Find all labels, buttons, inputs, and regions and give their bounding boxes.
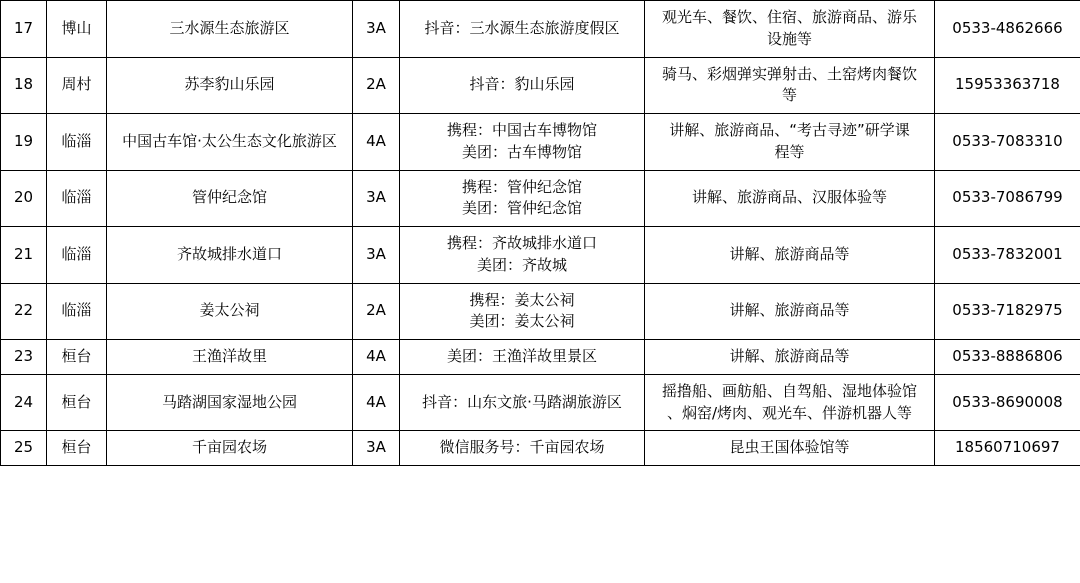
row-services: [645, 114, 935, 171]
table-row: [1, 57, 1080, 114]
row-services-line: 昆虫王国体验馆等: [729, 438, 850, 457]
row-district: 临淄: [47, 170, 107, 227]
row-district: 桓台: [47, 340, 107, 375]
row-online-channels: [400, 114, 645, 171]
row-online-channels: [400, 170, 645, 227]
row-services-line: 、焖窑/烤肉、观光车、伴游机器人等: [666, 403, 913, 422]
row-level: 4A: [353, 340, 400, 375]
table-row: [1, 283, 1080, 340]
row-online-channels-line: 抖音：三水源生态旅游度假区: [424, 18, 620, 37]
row-online-channels-line: 携程：姜太公祠: [469, 290, 575, 309]
row-phone: 18560710697: [935, 431, 1080, 466]
row-index: 17: [1, 1, 47, 58]
row-level: 4A: [353, 374, 400, 431]
row-services: [645, 57, 935, 114]
row-district: 博山: [47, 1, 107, 58]
row-level: 3A: [353, 1, 400, 58]
row-index: 18: [1, 57, 47, 114]
row-online-channels: [400, 227, 645, 284]
row-online-channels-line: 微信服务号：千亩园农场: [439, 438, 605, 457]
row-phone: 0533-4862666: [935, 1, 1080, 58]
row-services-line: 程等: [774, 142, 805, 161]
table-row: [1, 340, 1080, 375]
row-index: 24: [1, 374, 47, 431]
row-online-channels-line: 美团：齐故城: [476, 255, 567, 274]
row-scenic-name: 苏李豹山乐园: [107, 57, 353, 114]
row-services-line: 讲解、旅游商品等: [729, 244, 850, 263]
row-index: 21: [1, 227, 47, 284]
row-district: 桓台: [47, 374, 107, 431]
row-phone: 0533-7182975: [935, 283, 1080, 340]
row-services: [645, 340, 935, 375]
row-level: 2A: [353, 283, 400, 340]
row-scenic-name: 管仲纪念馆: [107, 170, 353, 227]
row-online-channels: [400, 1, 645, 58]
row-scenic-name: 千亩园农场: [107, 431, 353, 466]
row-services-line: 讲解、旅游商品、“考古寻迹”研学课: [669, 121, 910, 139]
row-district: 临淄: [47, 114, 107, 171]
row-services: [645, 170, 935, 227]
row-phone: 0533-7083310: [935, 114, 1080, 171]
row-services: [645, 431, 935, 466]
row-scenic-name: 姜太公祠: [107, 283, 353, 340]
row-index: 19: [1, 114, 47, 171]
row-online-channels-line: 携程：齐故城排水道口: [446, 234, 597, 252]
row-online-channels: [400, 340, 645, 375]
row-phone: 0533-7832001: [935, 227, 1080, 284]
row-services: [645, 283, 935, 340]
row-online-channels: [400, 431, 645, 466]
row-online-channels-line: 美团：古车博物馆: [461, 142, 582, 161]
row-level: 3A: [353, 227, 400, 284]
row-online-channels: [400, 57, 645, 114]
row-services-line: 摇撸船、画舫船、自驾船、湿地体验馆: [661, 381, 917, 400]
row-district: 临淄: [47, 227, 107, 284]
row-phone: 15953363718: [935, 57, 1080, 114]
row-level: 2A: [353, 57, 400, 114]
row-online-channels-line: 携程：中国古车博物馆: [446, 121, 597, 139]
row-services: [645, 1, 935, 58]
row-online-channels-line: 美团：姜太公祠: [469, 312, 575, 331]
table-body: [1, 1, 1080, 466]
row-district: 周村: [47, 57, 107, 114]
table-row: [1, 227, 1080, 284]
row-phone: 0533-7086799: [935, 170, 1080, 227]
row-online-channels-line: 携程：管仲纪念馆: [461, 177, 582, 196]
table-row: [1, 170, 1080, 227]
row-services-line: 观光车、餐饮、住宿、旅游商品、游乐: [661, 8, 917, 26]
row-services-line: 讲解、旅游商品、汉服体验等: [691, 188, 887, 207]
row-level: 4A: [353, 114, 400, 171]
row-online-channels: [400, 283, 645, 340]
table-row: [1, 1, 1080, 58]
row-scenic-name: 中国古车馆·太公生态文化旅游区: [107, 114, 353, 171]
row-phone: 0533-8886806: [935, 340, 1080, 375]
row-level: 3A: [353, 431, 400, 466]
row-index: 20: [1, 170, 47, 227]
row-services-line: 讲解、旅游商品等: [729, 347, 850, 365]
row-district: 临淄: [47, 283, 107, 340]
table-row: [1, 374, 1080, 431]
table-row: [1, 431, 1080, 466]
row-services: [645, 374, 935, 431]
row-phone: 0533-8690008: [935, 374, 1080, 431]
row-scenic-name: 王渔洋故里: [107, 340, 353, 375]
row-online-channels: [400, 374, 645, 431]
row-services-line: 等: [781, 86, 797, 105]
row-scenic-name: 三水源生态旅游区: [107, 1, 353, 58]
row-online-channels-line: 抖音：豹山乐园: [469, 75, 575, 94]
row-online-channels-line: 美团：管仲纪念馆: [461, 199, 582, 218]
row-services-line: 讲解、旅游商品等: [729, 301, 850, 320]
row-index: 22: [1, 283, 47, 340]
row-scenic-name: 马踏湖国家湿地公园: [107, 374, 353, 431]
row-index: 25: [1, 431, 47, 466]
row-online-channels-line: 美团：王渔洋故里景区: [446, 347, 597, 365]
row-online-channels-line: 抖音：山东文旅·马踏湖旅游区: [422, 392, 622, 411]
row-services: [645, 227, 935, 284]
table-row: [1, 114, 1080, 171]
row-services-line: 设施等: [766, 29, 812, 48]
row-district: 桓台: [47, 431, 107, 466]
row-services-line: 骑马、彩烟弹实弹射击、土窑烤肉餐饮: [661, 64, 917, 83]
row-level: 3A: [353, 170, 400, 227]
row-index: 23: [1, 340, 47, 375]
row-scenic-name: 齐故城排水道口: [107, 227, 353, 284]
